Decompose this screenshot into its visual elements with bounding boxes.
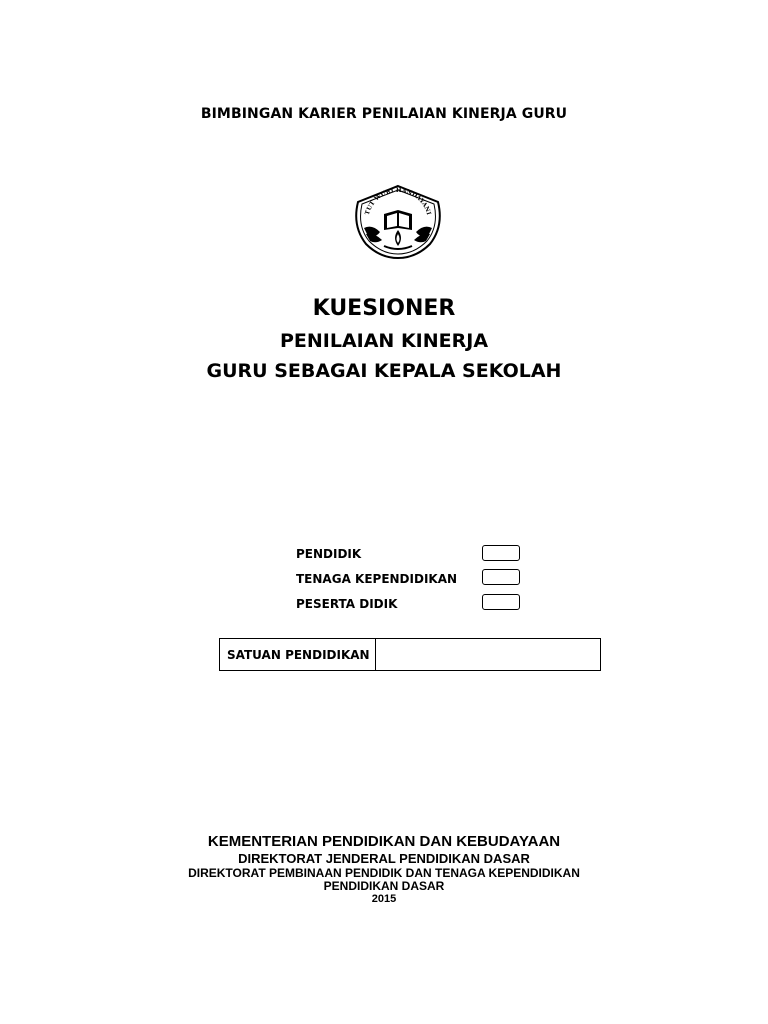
program-title: BIMBINGAN KARIER PENILAIAN KINERJA GURU xyxy=(200,106,568,122)
checkbox-pendidik[interactable] xyxy=(482,545,520,561)
directorate-name: DIREKTORAT PEMBINAAN PENDIDIK DAN TENAGA KEPENDIDIKAN xyxy=(188,866,580,880)
motto-text: TUT WURI HANDAYANI xyxy=(363,186,433,216)
ministry-name: KEMENTERIAN PENDIDIKAN DAN KEBUDAYAAN xyxy=(207,833,561,850)
document-subtitle-line-1: PENILAIAN KINERJA xyxy=(279,330,489,352)
satuan-pendidikan-field[interactable] xyxy=(376,639,600,670)
document-title: KUESIONER xyxy=(312,296,456,321)
document-subtitle-line-2: GURU SEBAGAI KEPALA SEKOLAH xyxy=(206,360,562,382)
directorate-sub-name: PENDIDIKAN DASAR xyxy=(323,879,445,893)
checkbox-peserta-didik[interactable] xyxy=(482,594,520,610)
satuan-pendidikan-label: SATUAN PENDIDIKAN xyxy=(220,639,376,670)
satuan-pendidikan-table xyxy=(219,638,601,671)
option-label-tenaga-kependidikan: TENAGA KEPENDIDIKAN xyxy=(296,572,458,586)
tut-wuri-handayani-emblem-icon xyxy=(350,184,446,260)
option-label-pendidik: PENDIDIK xyxy=(296,547,362,561)
checkbox-tenaga-kependidikan[interactable] xyxy=(482,569,520,585)
option-label-peserta-didik: PESERTA DIDIK xyxy=(296,597,398,611)
directorate-general-name: DIREKTORAT JENDERAL PENDIDIKAN DASAR xyxy=(238,851,530,866)
publication-year: 2015 xyxy=(371,893,397,905)
